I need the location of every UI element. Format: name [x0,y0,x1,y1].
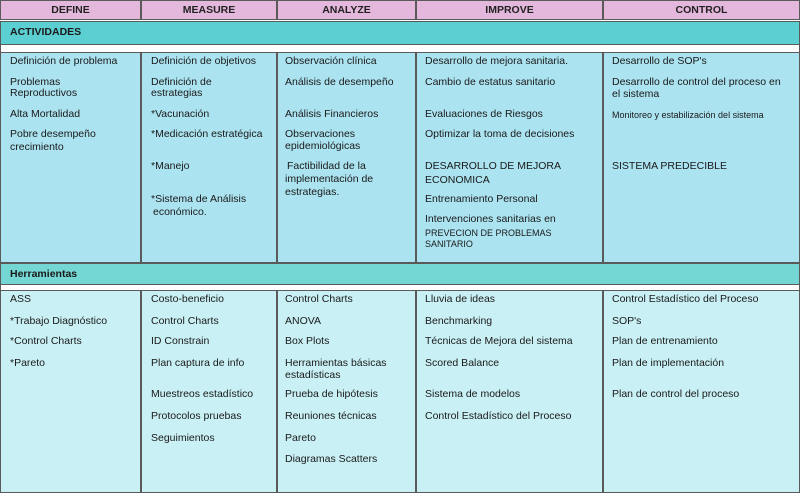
list-item: *Control Charts [10,335,82,347]
list-item: *Sistema de Análisis [151,193,247,205]
herramientas-analyze-cell [277,290,416,493]
list-item: DESARROLLO DE MEJORA [425,160,561,172]
list-item: *Vacunación [151,108,210,120]
list-item: implementación de [285,173,374,185]
list-item: Prueba de hipótesis [285,388,378,400]
list-item: el sistema [612,88,660,100]
list-item: PREVECION DE PROBLEMAS [425,228,552,238]
list-item: Plan captura de info [151,357,245,369]
list-item: Alta Mortalidad [10,108,81,120]
herramientas-improve-cell [416,290,603,493]
list-item: Reproductivos [10,87,78,99]
header-control: CONTROL [603,0,800,20]
list-item: Control Estadístico del Proceso [612,293,759,305]
herramientas-measure-cell [141,290,277,493]
list-item: Observación clínica [285,55,377,67]
list-item: Control Estadístico del Proceso [425,410,572,422]
list-item: Reuniones técnicas [285,410,377,422]
list-item: ANOVA [285,315,321,327]
list-item: Herramientas básicas [285,357,387,369]
list-item: Muestreos estadístico [151,388,254,400]
header-define: DEFINE [0,0,141,20]
list-item: Seguimientos [151,432,215,444]
list-item: estrategias [151,87,203,99]
list-item: ASS [10,293,32,305]
list-item: Intervenciones sanitarias en [425,213,556,225]
list-item: Observaciones [285,128,356,140]
list-item: Evaluaciones de Riesgos [425,108,543,120]
list-item: *Manejo [151,160,190,172]
list-item: Desarrollo de SOP's [612,55,707,67]
list-item: Análisis Financieros [285,108,379,120]
herramientas-control-cell [603,290,800,493]
actividades-define-cell [0,52,141,263]
section-actividades: ACTIVIDADES [0,21,800,45]
list-item: Sistema de modelos [425,388,521,400]
list-item: SOP's [612,315,642,327]
list-item: Cambio de estatus sanitario [425,76,556,88]
list-item: estrategias. [285,186,340,198]
list-item: Técnicas de Mejora del sistema [425,335,573,347]
actividades-measure-cell [141,52,277,263]
list-item: SISTEMA PREDECIBLE [612,160,727,172]
list-item: *Medicación estratégica [151,128,263,140]
list-item: crecimiento [10,141,64,153]
list-item: Protocolos pruebas [151,410,242,422]
list-item: Desarrollo de control del proceso en [612,76,781,88]
actividades-control-cell [603,52,800,263]
list-item: Problemas [10,76,61,88]
actividades-improve-cell [416,52,603,263]
list-item: SANITARIO [425,239,473,249]
header-measure: MEASURE [141,0,277,20]
header-analyze: ANALYZE [277,0,416,20]
list-item: Pareto [285,432,316,444]
list-item: Control Charts [151,315,219,327]
list-item: ECONOMICA [425,174,490,186]
list-item: ID Constrain [151,335,210,347]
spacer [0,45,800,52]
list-item: epidemiológicas [285,140,361,152]
list-item: Diagramas Scatters [285,453,378,465]
list-item: Entrenamiento Personal [425,193,538,205]
list-item: Scored Balance [425,357,500,369]
list-item: Plan de entrenamiento [612,335,718,347]
list-item: Análisis de desempeño [285,76,394,88]
list-item: Costo-beneficio [151,293,224,305]
list-item: económico. [153,206,207,218]
herramientas-define-cell [0,290,141,493]
list-item: Optimizar la toma de decisiones [425,128,575,140]
list-item: *Trabajo Diagnóstico [10,315,108,327]
list-item: Pobre desempeño [10,128,96,140]
actividades-analyze-cell [277,52,416,263]
list-item: Plan de implementación [612,357,725,369]
list-item: Lluvia de ideas [425,293,496,305]
section-herramientas: Herramientas [0,263,800,285]
list-item: Plan de control del proceso [612,388,740,400]
list-item: Benchmarking [425,315,493,327]
list-item: estadísticas [285,369,341,381]
header-improve: IMPROVE [416,0,603,20]
list-item: Control Charts [285,293,353,305]
list-item: Definición de objetivos [151,55,257,67]
list-item: Definición de [151,76,212,88]
list-item: *Pareto [10,357,46,369]
list-item: Factibilidad de la [287,160,366,172]
list-item: Desarrollo de mejora sanitaria. [425,55,568,67]
list-item: Definición de problema [10,55,118,67]
list-item: Box Plots [285,335,330,347]
list-item: Monitoreo y estabilización del sistema [612,110,764,120]
